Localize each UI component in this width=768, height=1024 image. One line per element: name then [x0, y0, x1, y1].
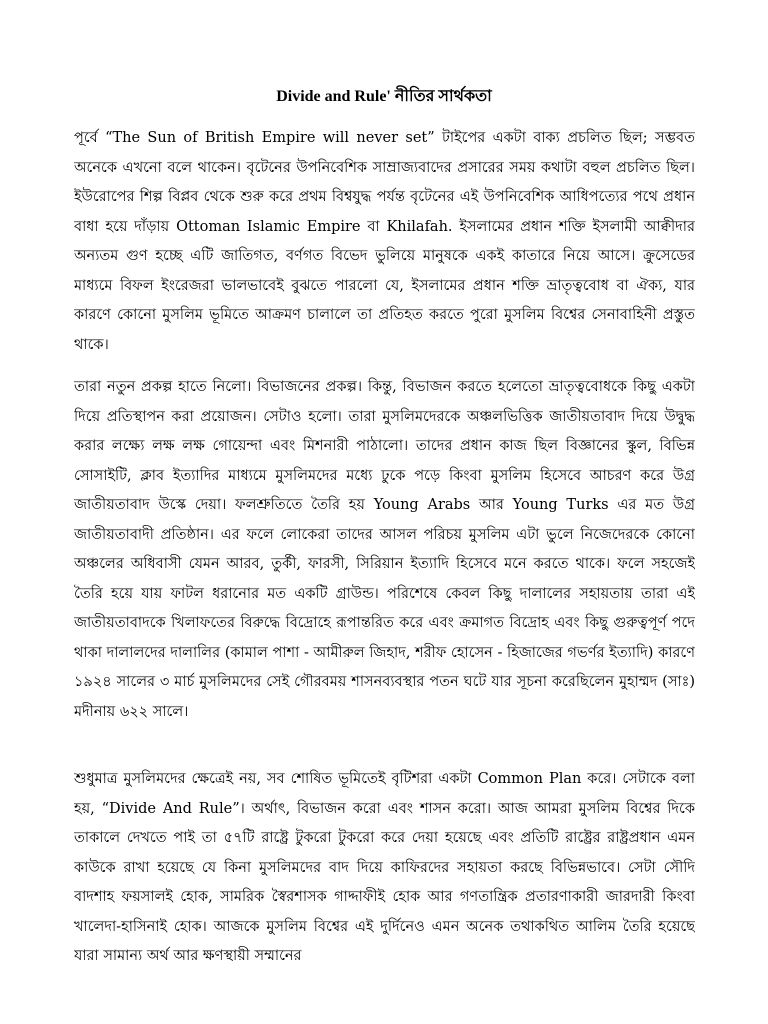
paragraph-3: শুধুমাত্র মুসলিমদের ক্ষেত্রেই নয়, সব শোষিত ভূমিতেই বৃটিশরা একটা Common Plan করে। সেটাকে বলা হয়, “Divide And Rule”। অর্থাৎ, বিভাজন করো এবং শাসন করো। আজ আমরা মুসলিম বিশ্বের দিকে তাকালে দেখতে পাই তা ৫৭টি রাষ্ট্রে টুকরো টুকরো করে দেয়া হয়েছে এবং প্রতিটি রাষ্ট্রের রাষ্ট্রপ্রধান এমন কাউকে রাখা হয়েছে যে কিনা মুসলিমদের বাদ দিয়ে কাফিরদের সহায়তা করছে বিভিন্নভাবে। সেটা সৌদি বাদশাহ ফয়সালই হোক, সামরিক স্বৈরশাসক গাদ্দাফীই হোক আর গণতান্ত্রিক প্রতারণাকারী জারদারী কিংবা খালেদা-হাসিনাই হোক। আজকে মুসলিম বিশ্বের এই দুর্দিনেও এমন অনেক তথাকথিত আলিম তৈরি হয়েছে যারা সামান্য অর্থ আর ক্ষণস্থায়ী সম্মানের — [74, 771, 695, 964]
paragraph-2: তারা নতুন প্রকল্প হাতে নিলো। বিভাজনের প্রকল্প। কিন্তু, বিভাজন করতে হলেতো ভ্রাতৃত্ববোধকে কিছু একটা দিয়ে প্রতিস্থাপন করা প্রয়োজন। সেটাও হলো। তারা মুসলিমদেরকে অঞ্চলভিত্তিক জাতীয়তাবাদ দিয়ে উদ্বুদ্ধ করার লক্ষ্যে লক্ষ লক্ষ গোয়েন্দা এবং মিশনারী পাঠালো। তাদের প্রধান কাজ ছিল বিজ্ঞানের স্কুল, বিভিন্ন সোসাইটি, ক্লাব ইত্যাদির মাধ্যমে মুসলিমদের মধ্যে ঢুকে পড়ে কিংবা মুসলিম হিসেবে আচরণ করে উগ্র জাতীয়তাবাদ উস্কে দেয়া। ফলশ্রুতিতে তৈরি হয় Young Arabs আর Young Turks এর মত উগ্র জাতীয়তাবাদী প্রতিষ্ঠান। এর ফলে লোকেরা তাদের আসল পরিচয় মুসলিম এটা ভুলে নিজেদেরকে কোনো অঞ্চলের অধিবাসী যেমন আরব, তুর্কী, ফারসী, সিরিয়ান ইত্যাদি হিসেবে মনে করতে থাকে। ফলে সহজেই তৈরি হয়ে যায় ফাটল ধরানোর মত একটি গ্রাউন্ড। পরিশেষে কেবল কিছু দালালের সহায়তায় তারা এই জাতীয়তাবাদকে খিলাফতের বিরুদ্ধে বিদ্রোহে রূপান্তরিত করে এবং ক্রমাগত বিদ্রোহ এবং কিছু গুরুত্বপূর্ণ পদে থাকা দালালদের দালালির (কামাল পাশা - আমীরুল জিহাদ, শরীফ হোসেন - হিজাজের গভর্ণর ইত্যাদি) কারণে ১৯২৪ সালের ৩ মার্চ মুসলিমদের সেই গৌরবময় শাসনব্যবস্থার পতন ঘটে যার সূচনা করেছিলেন মুহাম্মদ (সাঃ) মদীনায় ৬২২ সালে। — [74, 379, 695, 720]
document-title: Divide and Rule' নীতির সার্থকতা — [276, 88, 492, 105]
paragraph-1: পূর্বে “The Sun of British Empire will never set” টাইপের একটা বাক্য প্রচলিত ছিল; সম্ভবত অনেকে এখনো বলে থাকেন। বৃটেনের উপনিবেশিক সাম্রাজ্যবাদের প্রসারের সময় কথাটা বহুল প্রচলিত ছিল। ইউরোপের শিল্প বিপ্লব থেকে শুরু করে প্রথম বিশ্বযুদ্ধ পর্যন্ত বৃটেনের এই উপনিবেশিক আধিপত্যের পথে প্রধান বাধা হয়ে দাঁড়ায় Ottoman Islamic Empire বা Khilafah. ইসলামের প্রধান শক্তি ইসলামী আক্বীদার অন্যতম গুণ হচ্ছে এটি জাতিগত, বর্ণগত বিভেদ ভুলিয়ে মানুষকে একই কাতারে নিয়ে আসে। ক্রুসেডের মাধ্যমে বিফল ইংরেজরা ভালভাবেই বুঝতে পারলো যে, ইসলামের প্রধান শক্তি ভ্রাতৃত্ববোধ বা ঐক্য, যার কারণে কোনো মুসলিম ভূমিতে আক্রমণ চালালে তা প্রতিহত করতে পুরো মুসলিম বিশ্বের সেনাবাহিনী প্রস্তুত থাকে। — [74, 130, 695, 353]
